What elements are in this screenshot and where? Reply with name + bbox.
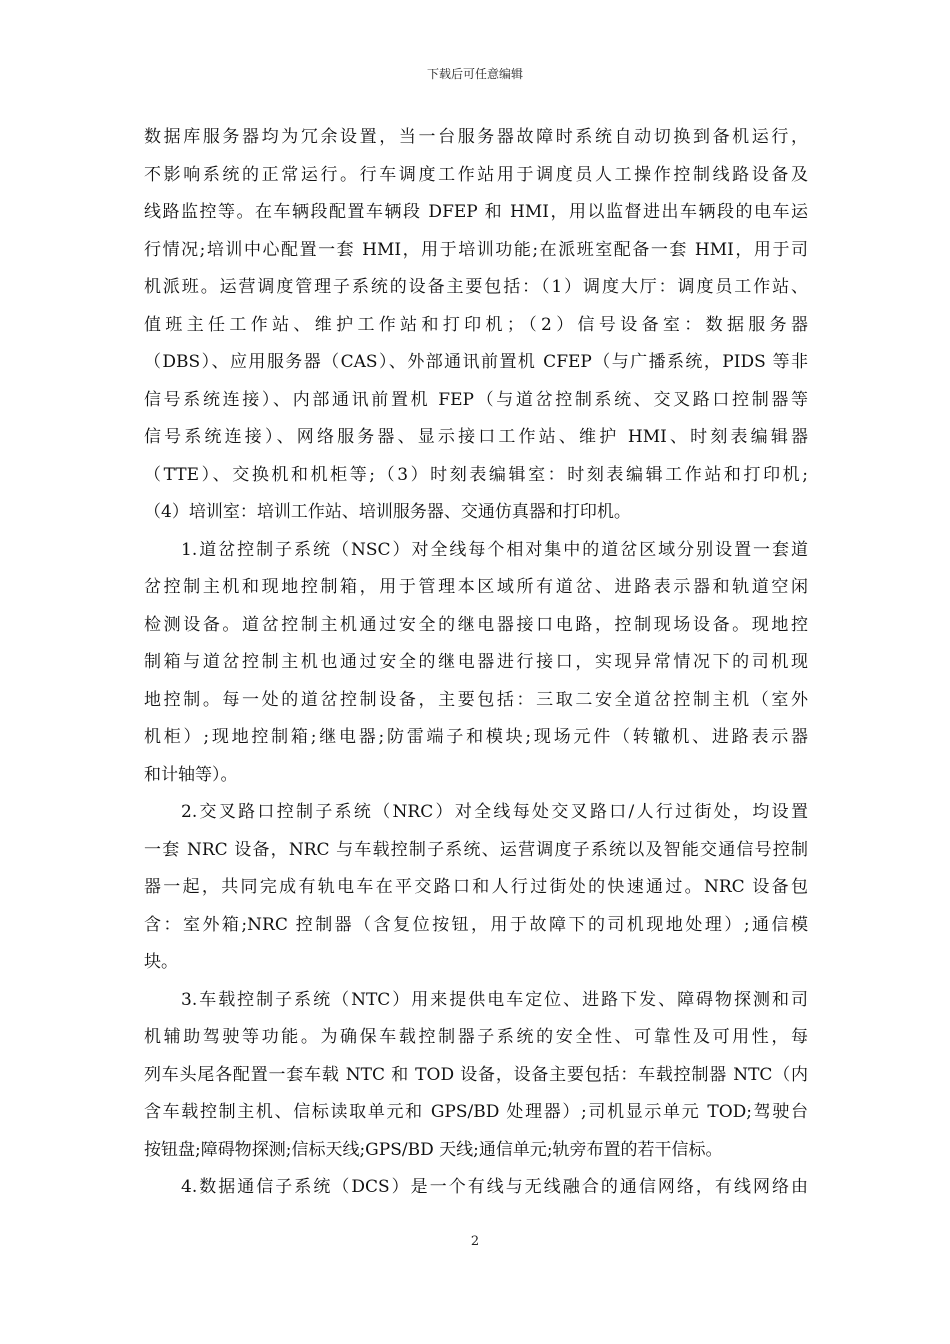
text-line: （TTE）、交换机和机柜等;（3）时刻表编辑室：时刻表编辑工作站和打印机; [144,464,808,485]
text-line: 块。 [144,952,178,972]
text-line: 含车载控制主机、信标读取单元和 GPS/BD 处理器）;司机显示单元 TOD;驾驶台 [144,1102,808,1122]
text-line: 列车头尾各配置一套车载 NTC 和 TOD 设备，设备主要包括：车载控制器 NTC（内 [144,1064,808,1085]
page-number: 2 [470,1234,480,1249]
text-line: 含：室外箱;NRC 控制器（含复位按钮，用于故障下的司机现地处理）;通信模 [144,914,808,935]
text-line: 岔控制主机和现地控制箱，用于管理本区域所有道岔、进路表示器和轨道空闲 [144,577,808,597]
text-line: 检测设备。道岔控制主机通过安全的继电器接口电路，控制现场设备。现地控 [144,614,808,635]
text-line: 地控制。每一处的道岔控制设备，主要包括：三取二安全道岔控制主机（室外 [144,689,808,710]
text-line: 机柜）;现地控制箱;继电器;防雷端子和模块;现场元件（转辙机、进路表示器 [144,727,808,747]
text-line: 数据库服务器均为冗余设置，当一台服务器故障时系统自动切换到备机运行， [144,127,808,147]
text-line: 信号系统连接）、内部通讯前置机 FEP（与道岔控制系统、交叉路口控制器等 [144,389,808,410]
text-line: 信号系统连接）、网络服务器、显示接口工作站、维护 HMI、时刻表编辑器 [144,427,808,447]
text-line: 制箱与道岔控制主机也通过安全的继电器进行接口，实现异常情况下的司机现 [144,652,808,672]
text-line: 线路监控等。在车辆段配置车辆段 DFEP 和 HMI，用以监督进出车辆段的电车运 [144,202,808,222]
text-line: 行情况;培训中心配置一套 HMI，用于培训功能;在派班室配备一套 HMI，用于司 [144,239,808,260]
document-body [144,119,808,1207]
text-line: 2.交叉路口控制子系统（NRC）对全线每处交叉路口/人行过街处，均设置 [181,802,808,822]
text-line: 按钮盘;障碍物探测;信标天线;GPS/BD 天线;通信单元;轨旁布置的若干信标。 [144,1139,723,1160]
text-line: 不影响系统的正常运行。行车调度工作站用于调度员人工操作控制线路设备及 [144,164,808,185]
page-header: 下载后可任意编辑 [426,67,523,81]
text-line: 3.车载控制子系统（NTC）用来提供电车定位、进路下发、障碍物探测和司 [181,989,808,1010]
text-line: 器一起，共同完成有轨电车在平交路口和人行过街处的快速通过。NRC 设备包 [144,877,808,897]
text-line: 1.道岔控制子系统（NSC）对全线每个相对集中的道岔区域分别设置一套道 [181,539,808,560]
text-line: 值班主任工作站、维护工作站和打印机；（2）信号设备室：数据服务器 [144,314,808,335]
text-line: 机辅助驾驶等功能。为确保车载控制器子系统的安全性、可靠性及可用性，每 [144,1027,808,1047]
text-line: 4.数据通信子系统（DCS）是一个有线与无线融合的通信网络，有线网络由 [181,1177,808,1197]
text-line: 机派班。运营调度管理子系统的设备主要包括：（1）调度大厅：调度员工作站、 [144,277,808,297]
text-line: （4）培训室：培训工作站、培训服务器、交通仿真器和打印机。 [144,502,631,522]
text-line: （DBS）、应用服务器（CAS）、外部通讯前置机 CFEP（与广播系统，PIDS 等非 [144,352,808,372]
text-line: 和计轴等）。 [144,764,238,785]
text-line: 一套 NRC 设备，NRC 与车载控制子系统、运营调度子系统以及智能交通信号控制 [144,839,808,860]
